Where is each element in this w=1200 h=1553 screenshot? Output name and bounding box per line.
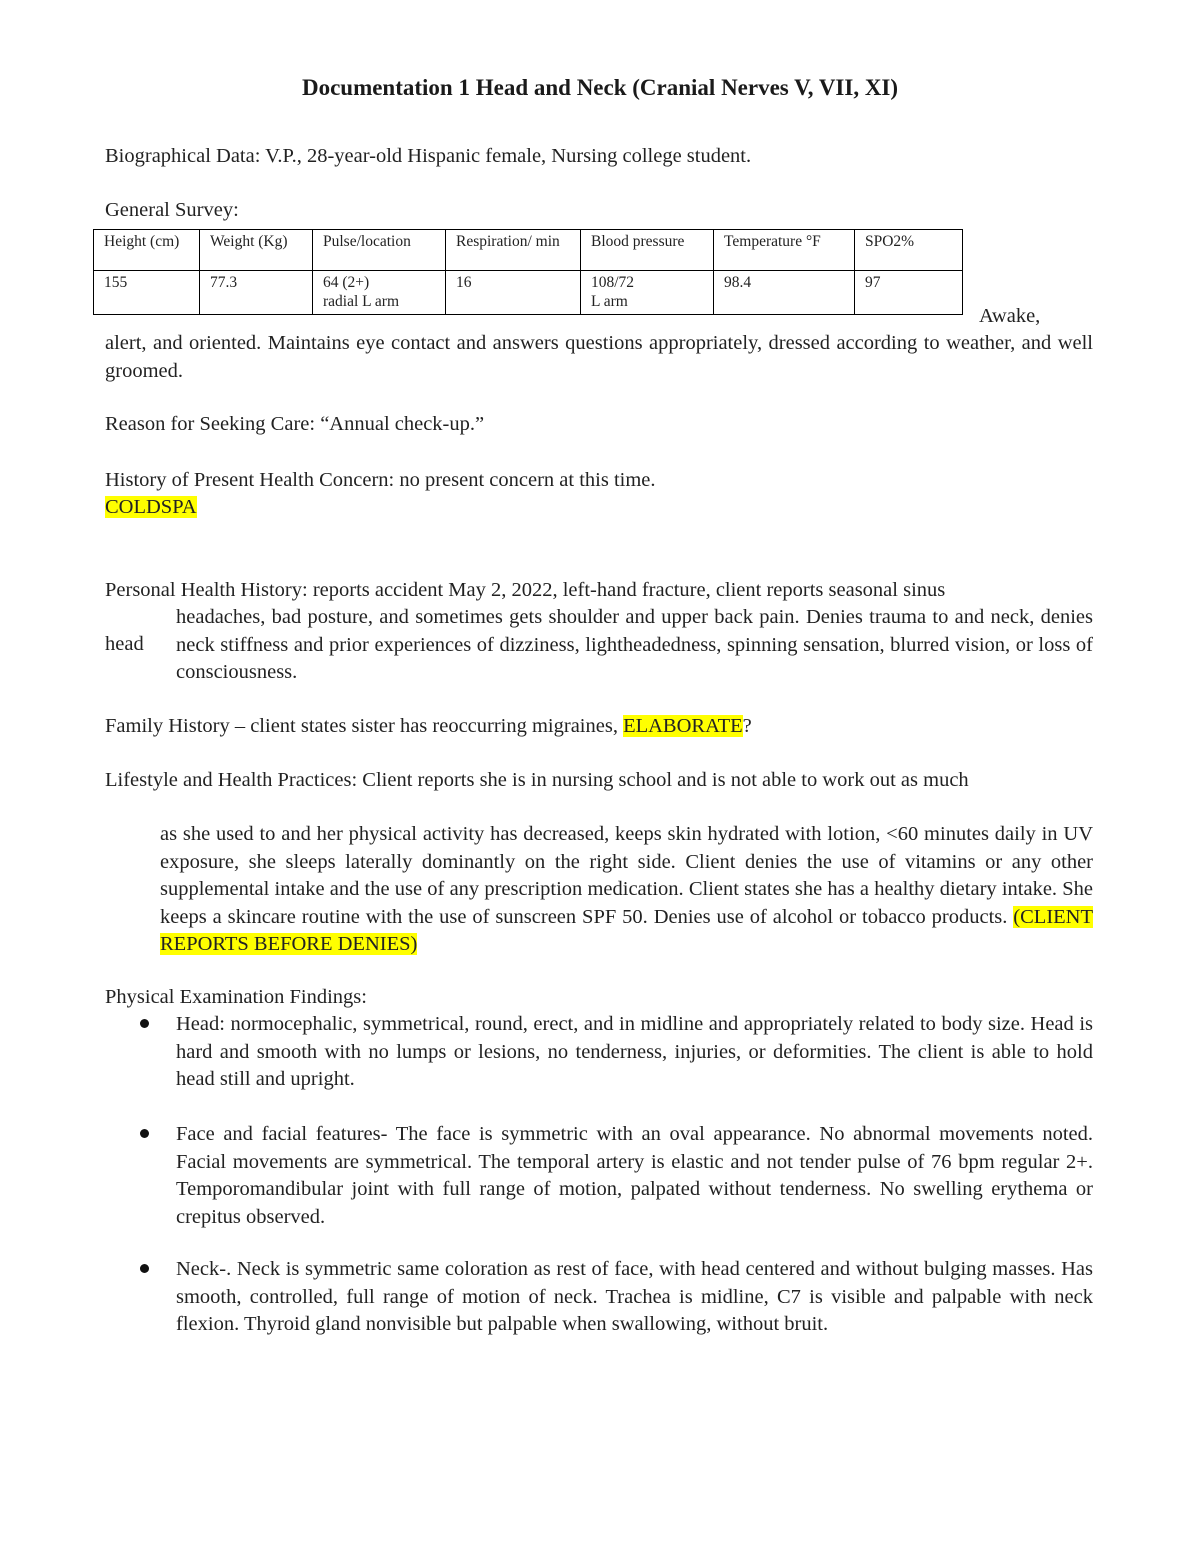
vitals-value-row (94, 271, 963, 315)
coldspa-highlight: COLDSPA (105, 496, 197, 518)
pulse-location: radial L arm (323, 293, 400, 310)
value-temperature: 98.4 (714, 271, 855, 315)
family-history-text: Family History – client states sister has reoccurring migraines, (105, 715, 624, 737)
lifestyle-body (160, 821, 1093, 959)
present-health-concern: History of Present Health Concern: no present concern at this time. (105, 469, 656, 491)
value-height: 155 (94, 271, 200, 315)
survey-text: alert, and oriented. Maintains eye contact and answers questions appropriately, dressed according to weather, and well groomed. (105, 332, 1093, 382)
physical-exam-label: Physical Examination Findings: (105, 986, 367, 1008)
elaborate-highlight: ELABORATE (623, 715, 743, 737)
bullet-icon (140, 1264, 149, 1273)
family-history (105, 713, 752, 741)
survey-text-start: Awake, (979, 305, 1041, 327)
header-pulse: Pulse/location (313, 230, 446, 271)
bullet-icon (140, 1129, 149, 1138)
coldspa-note (105, 494, 197, 522)
value-pulse (313, 271, 446, 315)
bullet-icon (140, 1019, 149, 1028)
reason-for-care: Reason for Seeking Care: “Annual check-up.” (105, 413, 485, 435)
value-weight: 77.3 (200, 271, 313, 315)
value-spo2: 97 (855, 271, 963, 315)
header-spo2: SPO2% (855, 230, 963, 271)
vitals-table (93, 229, 963, 315)
bp-location: L arm (591, 293, 628, 310)
lifestyle-line1: Lifestyle and Health Practices: Client reports she is in nursing school and is not able to work out as much (105, 769, 969, 791)
exam-item-head: Head: normocephalic, symmetrical, round, erect, and in midline and appropriately related to body size. Head is hard and smooth with no lumps or lesions, no tenderness, injuries, or deformities. The client is able to hold head still and upright. (176, 1013, 1093, 1090)
value-respiration: 16 (446, 271, 581, 315)
pulse-value: 64 (2+) (323, 274, 370, 291)
document-title: Documentation 1 Head and Neck (Cranial Nerves V, VII, XI) (301, 75, 899, 100)
lifestyle-text: as she used to and her physical activity has decreased, keeps skin hydrated with lotion, <60 minutes daily in UV exposure, she sleeps laterally dominantly on the right side. Client denies the use of vitamins or any other supplemental intake and the use of any prescription medication. Client states she has a healthy dietary intake. She keeps a skincare routine with the use of sunscreen SPF 50. Denies use of alcohol or tobacco products. (160, 823, 1093, 928)
header-temperature: Temperature °F (714, 230, 855, 271)
family-history-suffix: ? (742, 715, 752, 737)
value-blood-pressure (581, 271, 714, 315)
personal-history-body: headaches, bad posture, and sometimes gets shoulder and upper back pain. Denies trauma to and neck, denies neck stiffness and prior experiences of dizziness, lightheadedness, spinning sensation, blurred vision, or loss of consciousness. (176, 606, 1093, 683)
bp-value: 108/72 (591, 274, 635, 291)
exam-item-face: Face and facial features- The face is symmetric with an oval appearance. No abnormal movements noted. Facial movements are symmetrical. The temporal artery is elastic and not tender pulse of 76 bpm regular 2+. Temporomandibular joint with full range of motion, palpated without tenderness. No swelling erythema or crepitus observed. (176, 1123, 1093, 1228)
personal-history-line1: Personal Health History: reports accident May 2, 2022, left-hand fracture, client reports seasonal sinus (105, 579, 946, 601)
header-respiration: Respiration/ min (446, 230, 581, 271)
exam-item-neck: Neck-. Neck is symmetric same coloration as rest of face, with head centered and without bulging masses. Has smooth, controlled, full range of motion of neck. Trachea is midline, C7 is visible and palpable with neck flexion. Thyroid gland nonvisible but palpable when swallowing, without bruit. (176, 1258, 1093, 1335)
header-height: Height (cm) (94, 230, 200, 271)
vitals-header-row (94, 230, 963, 271)
biographical-data: Biographical Data: V.P., 28-year-old Hispanic female, Nursing college student. (105, 145, 752, 167)
header-weight: Weight (Kg) (200, 230, 313, 271)
client-reports-highlight: (CLIENT REPORTS BEFORE DENIES) (160, 905, 1093, 955)
general-survey-label: General Survey: (105, 199, 239, 221)
personal-history-hanging-word: head (105, 633, 144, 655)
header-blood-pressure: Blood pressure (581, 230, 714, 271)
